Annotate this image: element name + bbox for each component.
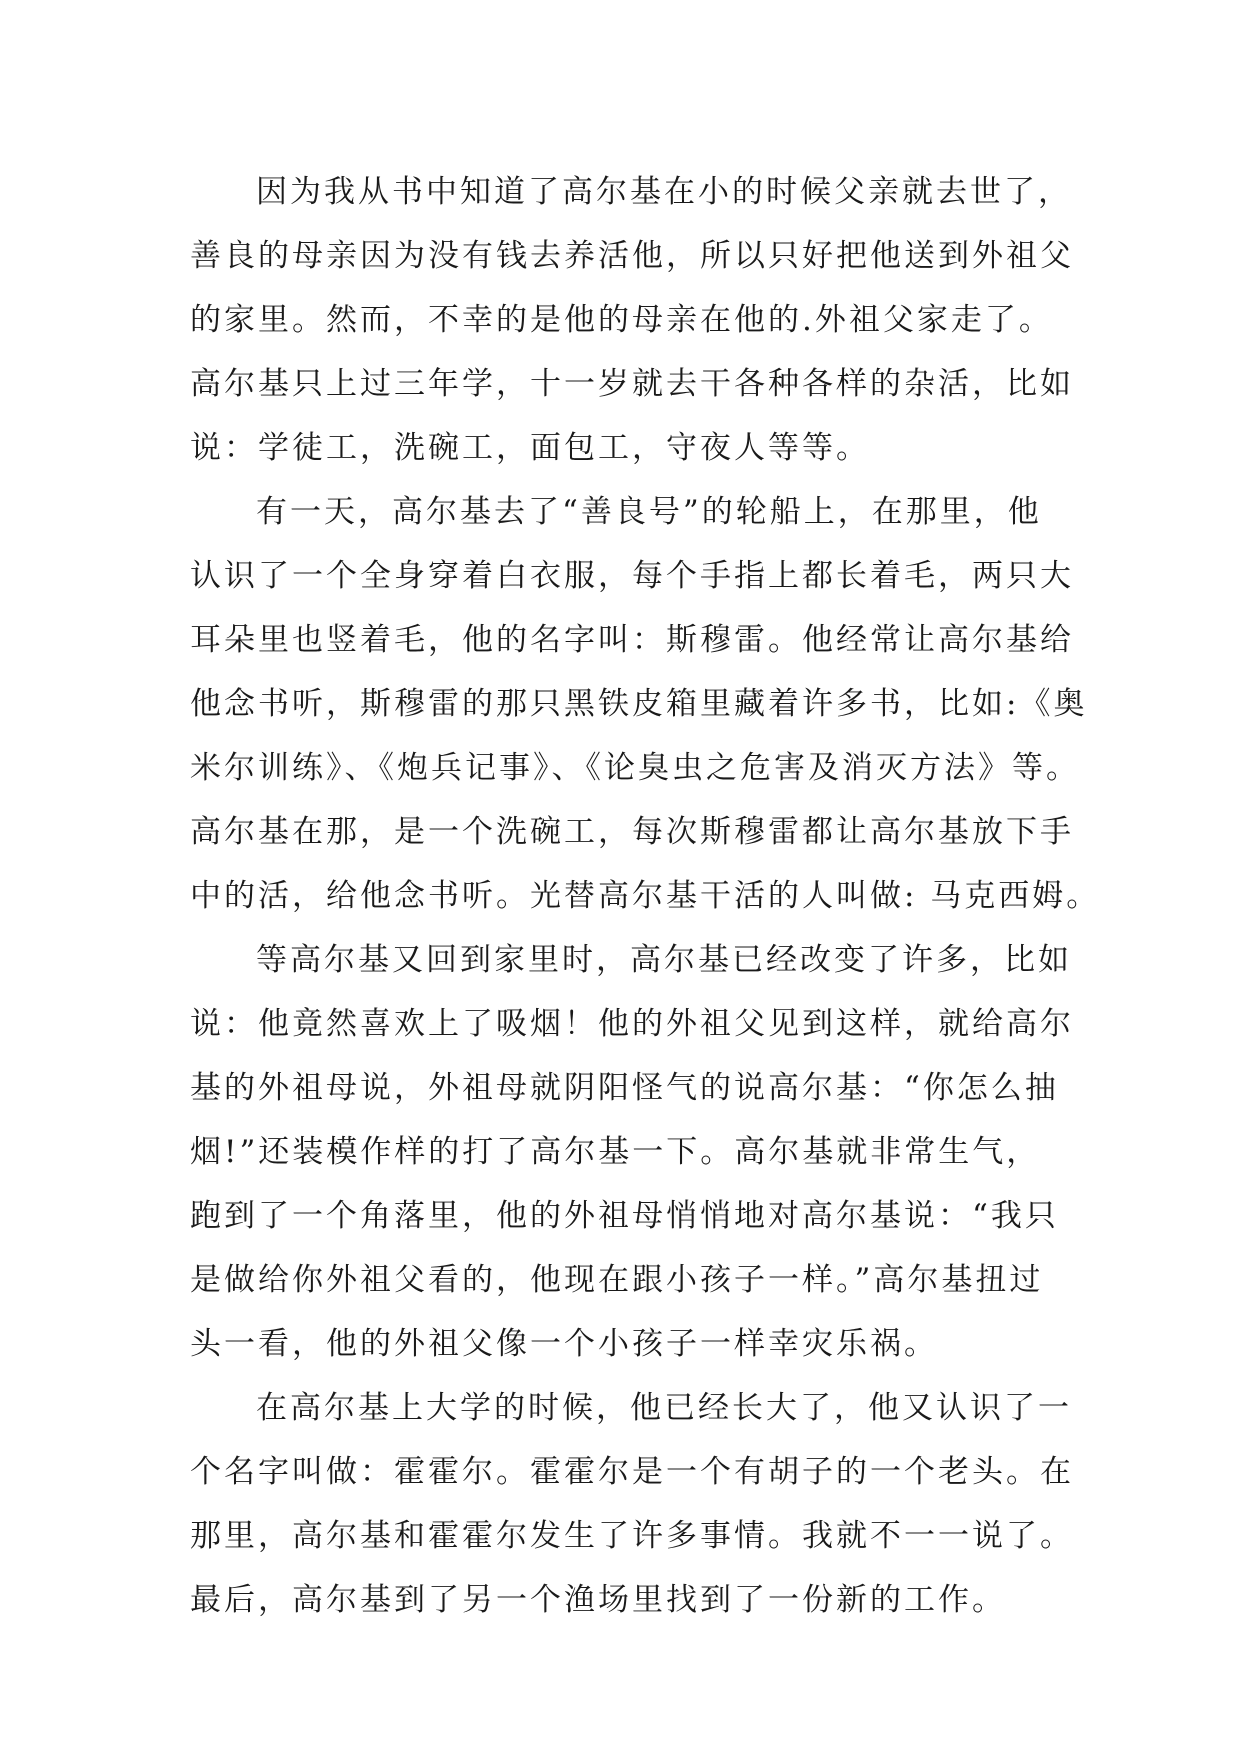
text-line: 个名字叫做：霍霍尔。霍霍尔是一个有胡子的一个老头。在 <box>190 1454 1074 1490</box>
text-line: 是做给你外祖父看的，他现在跟小孩子一样。”高尔基扭过 <box>190 1262 1044 1298</box>
text-line: 跑到了一个角落里，他的外祖母悄悄地对高尔基说：“我只 <box>190 1198 1059 1234</box>
text-line: 认识了一个全身穿着白衣服，每个手指上都长着毛，两只大 <box>190 558 1074 594</box>
text-line: 有一天，高尔基去了“善良号”的轮船上，在那里，他 <box>256 494 1042 530</box>
text-line: 最后，高尔基到了另一个渔场里找到了一份新的工作。 <box>190 1582 1006 1618</box>
text-line: 烟!”还装模作样的打了高尔基一下。高尔基就非常生气， <box>190 1134 1041 1170</box>
text-line: 等高尔基又回到家里时，高尔基已经改变了许多，比如 <box>256 942 1072 978</box>
text-line: 米尔训练》、《炮兵记事》、《论臭虫之危害及消灭方法》等。 <box>190 750 1080 786</box>
text-line: 头一看，他的外祖父像一个小孩子一样幸灾乐祸。 <box>190 1326 938 1362</box>
text-line: 的家里。然而，不幸的是他的母亲在他的.外祖父家走了。 <box>190 302 1053 338</box>
text-line: 说：他竟然喜欢上了吸烟！他的外祖父见到这样，就给高尔 <box>190 1006 1074 1042</box>
text-line: 因为我从书中知道了高尔基在小的时候父亲就去世了， <box>256 174 1072 210</box>
paragraph-4 <box>190 1376 1074 1632</box>
text-line: 在高尔基上大学的时候，他已经长大了，他又认识了一 <box>256 1390 1072 1426</box>
text-line: 他念书听，斯穆雷的那只黑铁皮箱里藏着许多书，比如:《奥 <box>190 686 1088 722</box>
text-line: 那里，高尔基和霍霍尔发生了许多事情。我就不一一说了。 <box>190 1518 1074 1554</box>
text-line: 高尔基在那，是一个洗碗工，每次斯穆雷都让高尔基放下手 <box>190 814 1074 850</box>
text-line: 基的外祖母说，外祖母就阴阳怪气的说高尔基：“你怎么抽 <box>190 1070 1059 1106</box>
text-line: 说：学徒工，洗碗工，面包工，守夜人等等。 <box>190 430 870 466</box>
text-line: 耳朵里也竖着毛，他的名字叫：斯穆雷。他经常让高尔基给 <box>190 622 1074 658</box>
paragraph-1 <box>190 160 1074 480</box>
text-line: 高尔基只上过三年学，十一岁就去干各种各样的杂活，比如 <box>190 366 1074 402</box>
paragraph-3 <box>190 928 1074 1376</box>
document-body <box>190 160 1101 1632</box>
text-line: 善良的母亲因为没有钱去养活他，所以只好把他送到外祖父 <box>190 238 1074 274</box>
text-line: 中的活，给他念书听。光替高尔基干活的人叫做: 马克西姆。 <box>190 878 1101 914</box>
paragraph-2 <box>190 480 1101 928</box>
